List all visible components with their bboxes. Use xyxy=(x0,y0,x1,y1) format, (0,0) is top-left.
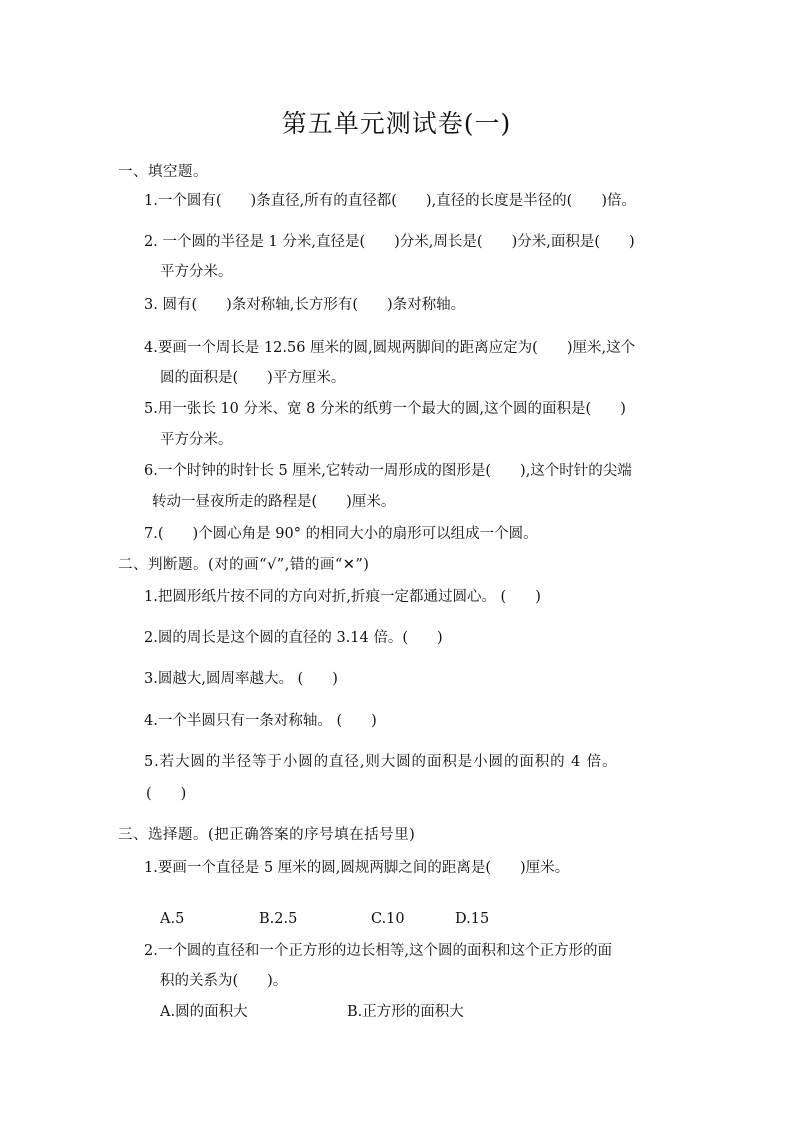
section-heading-true-false: 二、判断题。(对的画“√”,错的画“✕”) xyxy=(118,557,370,573)
question-line-continued: 积的关系为( )。 xyxy=(160,973,288,989)
question-line: 1.一个圆有( )条直径,所有的直径都( ),直径的长度是半径的( )倍。 xyxy=(144,193,636,209)
question-line: 3.圆越大,圆周率越大。 ( ) xyxy=(144,671,338,687)
question-line: 1.要画一个直径是 5 厘米的圆,圆规两脚之间的距离是( )厘米。 xyxy=(144,860,570,876)
question-line: 5.若大圆的半径等于小圆的直径,则大圆的面积是小圆的面积的 4 倍。 xyxy=(144,754,618,770)
question-line: 3. 圆有( )条对称轴,长方形有( )条对称轴。 xyxy=(144,297,466,313)
option-b: B.正方形的面积大 xyxy=(347,1004,464,1020)
question-line: 1.把圆形纸片按不同的方向对折,折痕一定都通过圆心。 ( ) xyxy=(144,589,541,605)
option-c: C.10 xyxy=(371,911,405,927)
answer-bracket: ( ) xyxy=(146,786,187,802)
page-title: 第五单元测试卷(一) xyxy=(281,109,512,138)
section-heading-multiple-choice: 三、选择题。(把正确答案的序号填在括号里) xyxy=(118,827,416,843)
option-a: A.圆的面积大 xyxy=(160,1004,248,1020)
question-line-continued: 平方分米。 xyxy=(160,264,233,280)
question-line-continued: 转动一昼夜所走的路程是( )厘米。 xyxy=(152,494,396,510)
question-line: 2.圆的周长是这个圆的直径的 3.14 倍。( ) xyxy=(144,630,443,646)
question-line-continued: 平方分米。 xyxy=(160,432,233,448)
option-b: B.2.5 xyxy=(259,911,298,927)
question-line-continued: 圆的面积是( )平方厘米。 xyxy=(160,370,346,386)
question-line: 6.一个时钟的时针长 5 厘米,它转动一周形成的图形是( ),这个时针的尖端 xyxy=(144,463,632,479)
section-heading-fill-blank: 一、填空题。 xyxy=(118,164,208,180)
question-line: 4.要画一个周长是 12.56 厘米的圆,圆规两脚间的距离应定为( )厘米,这个 xyxy=(144,340,636,356)
question-line: 2. 一个圆的半径是 1 分米,直径是( )分米,周长是( )分米,面积是( ) xyxy=(144,234,635,250)
option-d: D.15 xyxy=(455,911,490,927)
question-line: 2.一个圆的直径和一个正方形的边长相等,这个圆的面积和这个正方形的面 xyxy=(144,943,612,959)
question-line: 4.一个半圆只有一条对称轴。 ( ) xyxy=(144,713,377,729)
option-a: A.5 xyxy=(160,911,185,927)
question-line: 5.用一张长 10 分米、宽 8 分米的纸剪一个最大的圆,这个圆的面积是( ) xyxy=(144,401,626,417)
question-line: 7.( )个圆心角是 90° 的相同大小的扇形可以组成一个圆。 xyxy=(144,526,538,542)
